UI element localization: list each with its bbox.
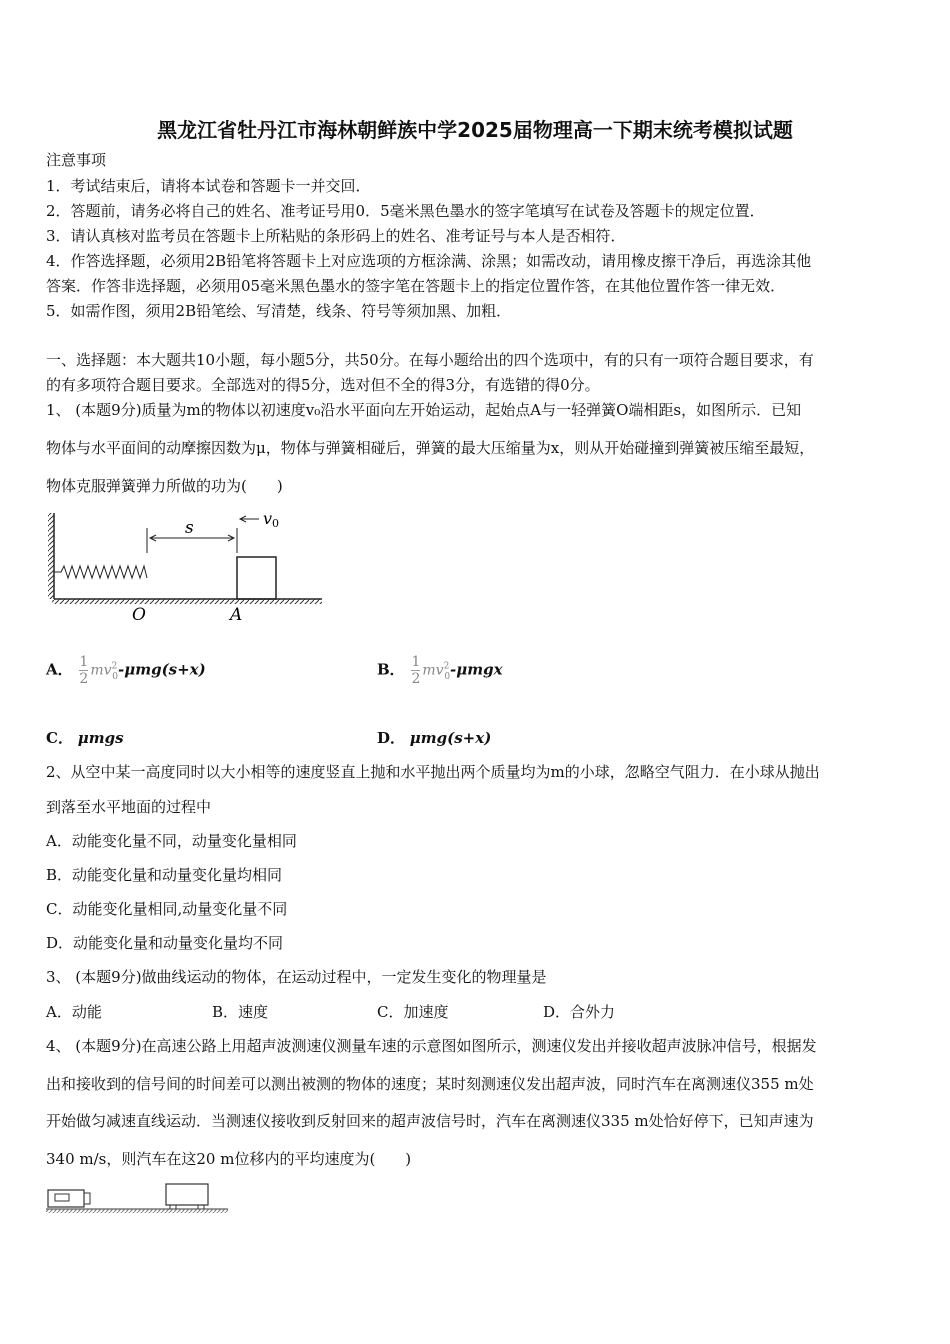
label-s: s: [185, 518, 194, 538]
option-text: μmg(s+x): [409, 729, 492, 747]
q4-text: 4、 (本题9分)在高速公路上用超声波测速仪测量车速的示意图如图所示，测速仪发出并接收超声波脉冲信号，根据发: [46, 1037, 817, 1055]
formula-rest: -μmg(s+x): [118, 660, 206, 679]
notice-item: 1．考试结束后，请将本试卷和答题卡一并交回．: [46, 177, 371, 195]
option-text: μmgs: [77, 729, 124, 747]
formula-rest: -μmgx: [450, 660, 503, 679]
formula-mv: mv: [90, 662, 112, 679]
page-title: 黑龙江省牡丹江市海林朝鲜族中学2025届物理高一下期末统考模拟试题: [157, 118, 793, 142]
formula-sup: 2: [443, 661, 450, 672]
formula-sub: 0: [444, 671, 451, 682]
formula-sub: 0: [112, 671, 118, 682]
label-v0: v0: [263, 509, 280, 530]
q1-text: 1、 (本题9分)质量为m的物体以初速度v₀沿水平面向左开始运动，起始点A与一轻弹簧O端相距s，如图所示．已知: [46, 401, 802, 419]
notice-item: 2．答题前，请务必将自己的姓名、准考证号用0．5毫米黑色墨水的签字笔填写在试卷及答题卡的规定位置．: [46, 202, 765, 220]
q2-option-c[interactable]: C．动能变化量相同,动量变化量不同: [46, 900, 288, 918]
speed-meter-car-figure: [46, 1180, 231, 1216]
fraction: $\frac{1}{2}$: [79, 654, 89, 687]
q4-text: 340 m/s，则汽车在这20 m位移内的平均速度为( ): [46, 1150, 412, 1168]
notice-item: 5．如需作图，须用2B铅笔绘、写清楚，线条、符号等须加黑、加粗．: [46, 302, 512, 320]
q1-option-a[interactable]: [46, 654, 206, 687]
q1-option-b[interactable]: [377, 654, 503, 687]
q3-option-c[interactable]: C．加速度: [377, 1003, 449, 1021]
label-A: A: [230, 605, 243, 625]
q2-option-a[interactable]: A．动能变化量不同，动量变化量相同: [46, 832, 297, 850]
q4-text: 出和接收到的信号间的时间差可以测出被测的物体的速度；某时刻测速仪发出超声波，同时汽车在离测速仪355 m处: [46, 1075, 814, 1093]
option-label: D．: [377, 729, 406, 747]
q1-text: 物体克服弹簧弹力所做的功为( ): [46, 477, 283, 495]
label-O: O: [132, 605, 146, 625]
notice-item: 4．作答选择题，必须用2B铅笔将答题卡上对应选项的方框涂满、涂黑；如需改动，请用橡皮擦干净后，再选涂其他: [46, 252, 812, 270]
option-label: B．: [377, 660, 405, 679]
q3-option-d[interactable]: D．合外力: [543, 1003, 616, 1021]
notice-item: 3．请认真核对监考员在答题卡上所粘贴的条形码上的姓名、准考证号与本人是否相符．: [46, 227, 626, 245]
option-label: A．: [46, 660, 73, 679]
spring-block-figure: [44, 505, 329, 630]
q1-option-d[interactable]: [377, 728, 491, 748]
option-label: C．: [46, 729, 73, 747]
q3-option-a[interactable]: A．动能: [46, 1003, 102, 1021]
q1-option-c[interactable]: [46, 728, 124, 748]
section-instructions: 的有多项符合题目要求。全部选对的得5分，选对但不全的得3分，有选错的得0分。: [46, 376, 600, 394]
notice-heading: 注意事项: [46, 151, 107, 169]
q1-text: 物体与水平面间的动摩擦因数为μ，物体与弹簧相碰后，弹簧的最大压缩量为x，则从开始碰撞到弹簧被压缩至最短，: [46, 439, 815, 457]
q3-option-b[interactable]: B．速度: [212, 1003, 269, 1021]
q3-text: 3、 (本题9分)做曲线运动的物体，在运动过程中，一定发生变化的物理量是: [46, 968, 547, 986]
q2-option-b[interactable]: B．动能变化量和动量变化量均相同: [46, 866, 283, 884]
q4-text: 开始做匀减速直线运动．当测速仪接收到反射回来的超声波信号时，汽车在离测速仪335 m处恰好停下，已知声速为: [46, 1112, 814, 1130]
formula-mv: mv: [422, 662, 444, 679]
section-instructions: 一、选择题：本大题共10小题，每小题5分，共50分。在每小题给出的四个选项中，有的只有一项符合题目要求，有: [46, 351, 814, 369]
fraction: $\frac{1}{2}$: [411, 654, 421, 687]
notice-item: 答案．作答非选择题，必须用05毫米黑色墨水的签字笔在答题卡上的指定位置作答，在其他位置作答一律无效．: [46, 277, 786, 295]
q2-text: 到落至水平地面的过程中: [46, 798, 212, 816]
formula-sup: 2: [111, 661, 118, 672]
q2-option-d[interactable]: D．动能变化量和动量变化量均不同: [46, 934, 284, 952]
q2-text: 2、从空中某一高度同时以大小相等的速度竖直上抛和水平抛出两个质量均为m的小球，忽略空气阻力．在小球从抛出: [46, 763, 820, 781]
